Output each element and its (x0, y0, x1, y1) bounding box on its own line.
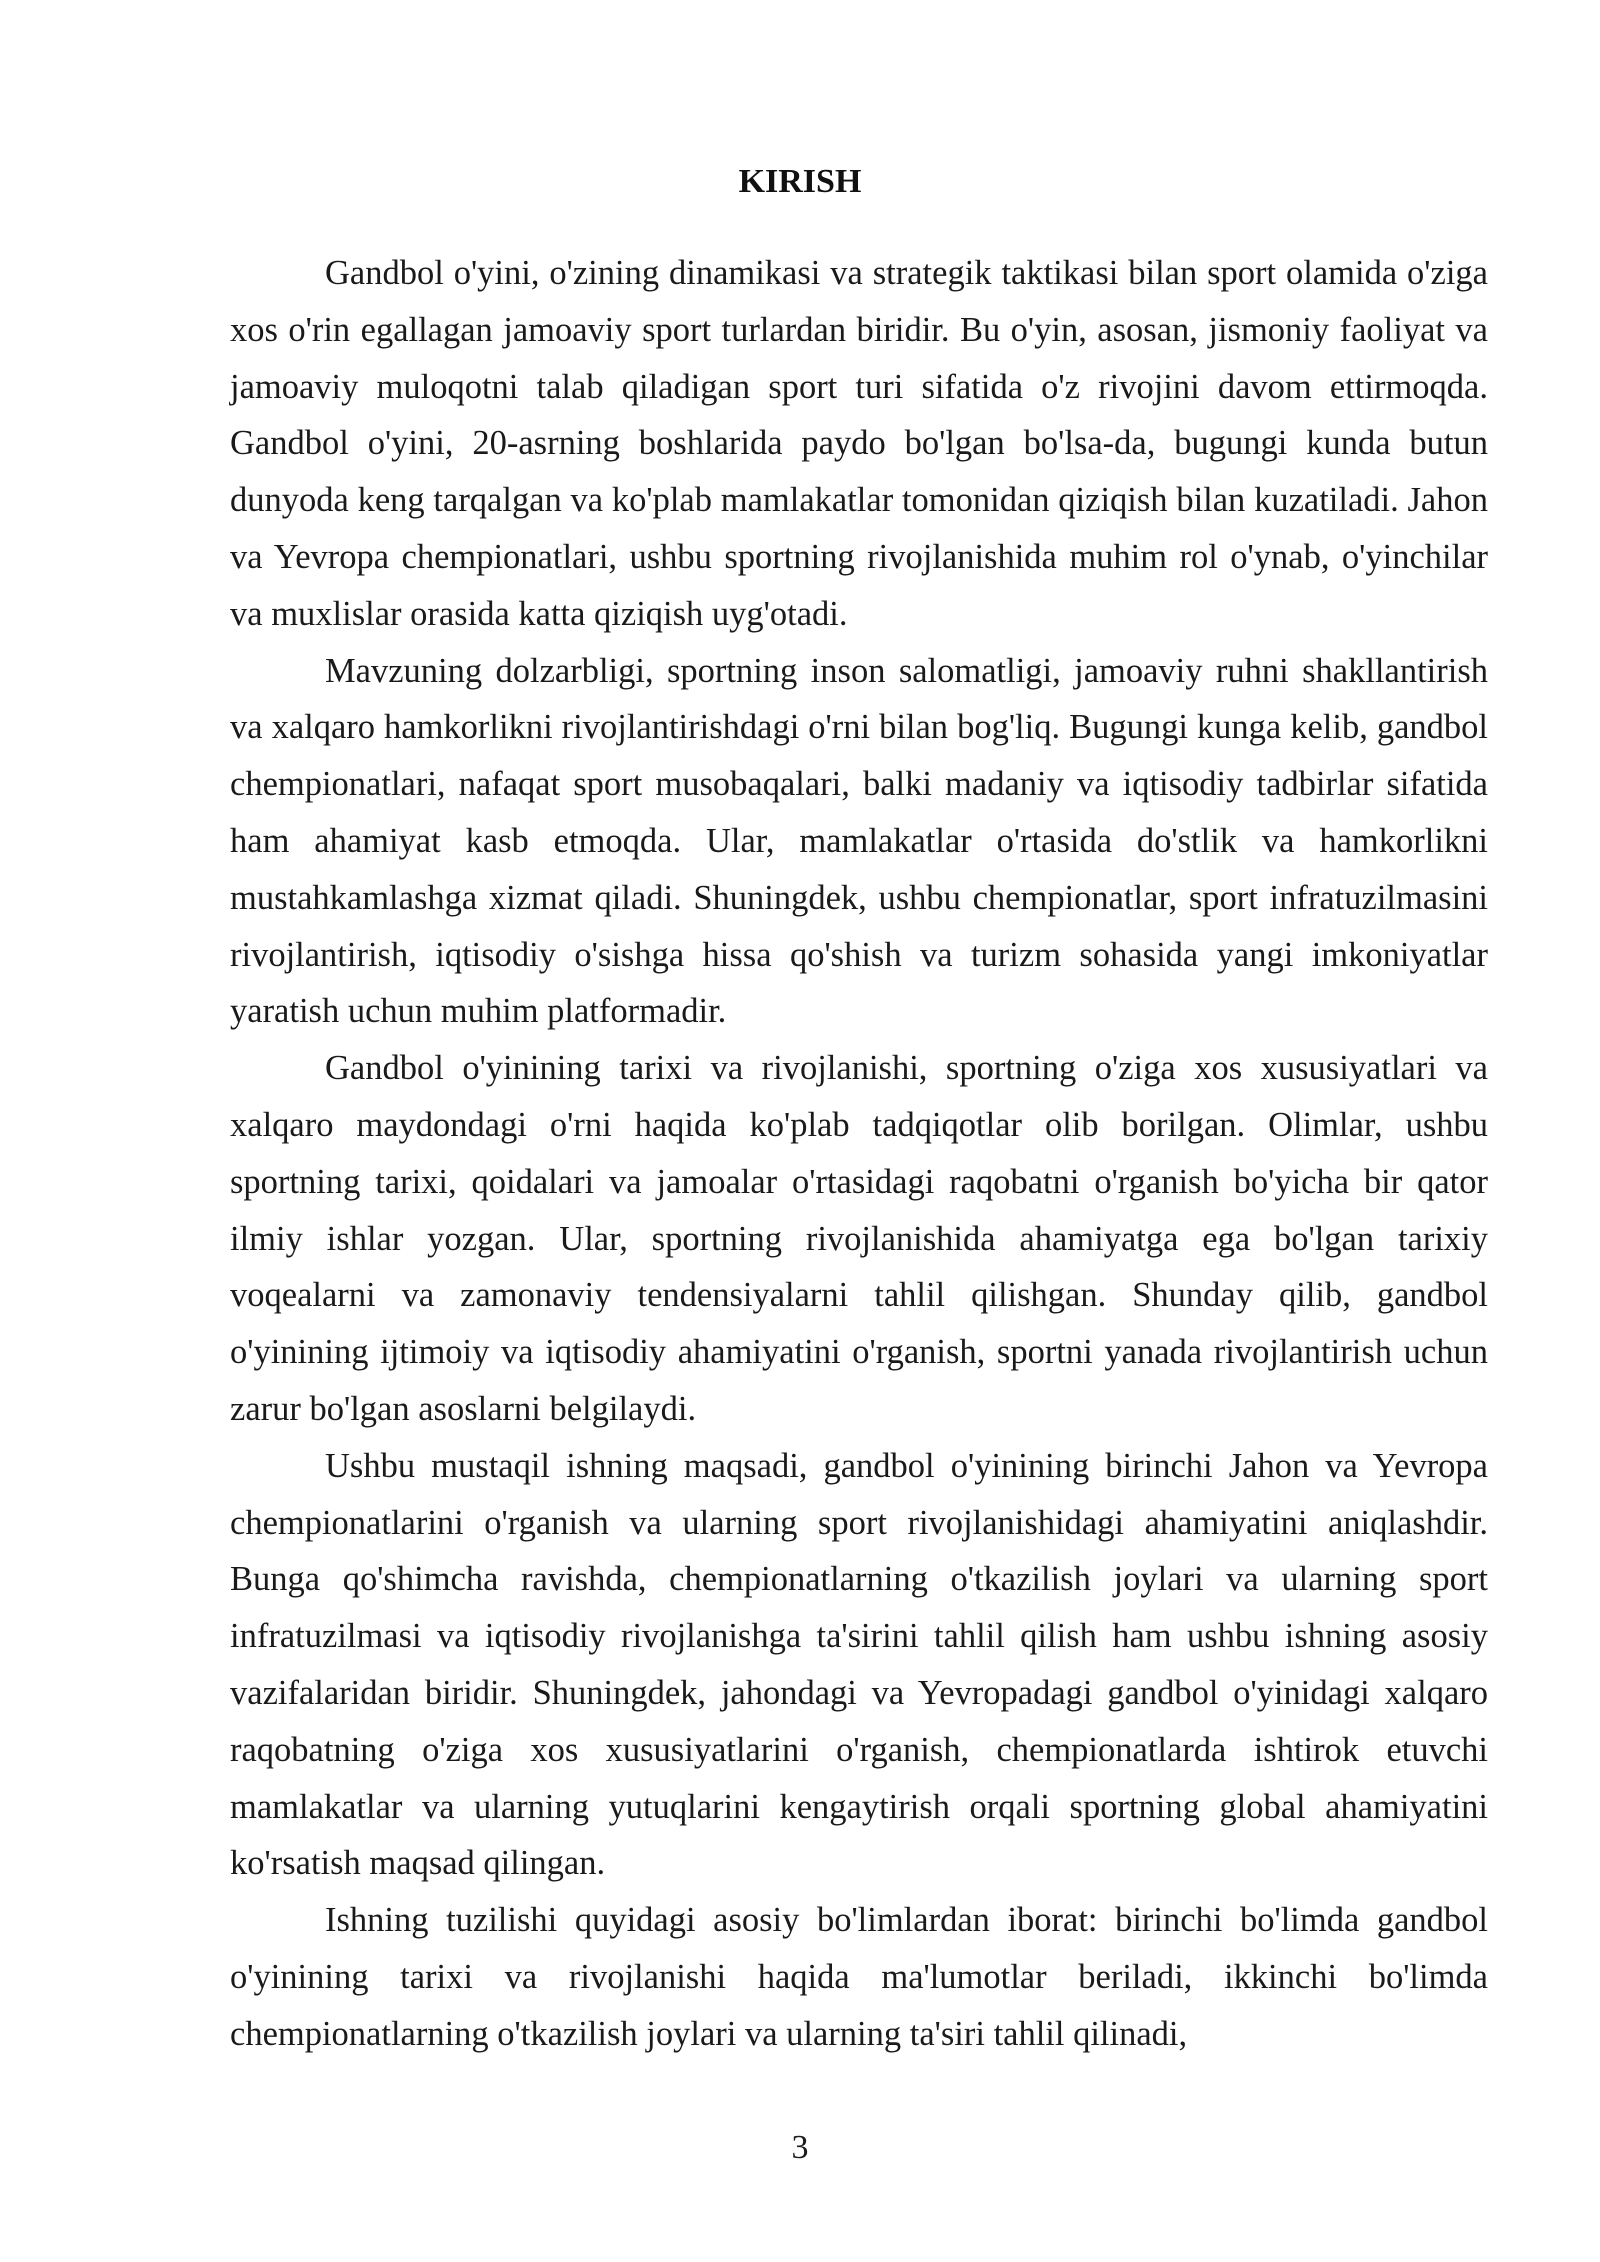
paragraph-relevance: Mavzuning dolzarbligi, sportning inson salomatligi, jamoaviy ruhni shakllantirish va xalqaro hamkorlikni rivojlantirishdagi o'rni bilan bog'liq. Bugungi kunga kelib, gandbol chempionatlari, nafaqat sport musobaqalari, balki madaniy va iqtisodiy tadbirlar sifatida ham ahamiyat kasb etmoqda. Ular, mamlakatlar o'rtasida do'stlik va hamkorlikni mustahkamlashga xizmat qiladi. Shuningdek, ushbu chempionatlar, sport infratuzilmasini rivojlantirish, iqtisodiy o'sishga hissa qo'shish va turizm sohasida yangi imkoniyatlar yaratish uchun muhim platformadir. (230, 651, 1488, 1031)
paragraph-structure: Ishning tuzilishi quyidagi asosiy bo'limlardan iborat: birinchi bo'limda gandbol o'yinining tarixi va rivojlanishi haqida ma'lumotlar beriladi, ikkinchi bo'limda chempionatlarning o'tkazilish joylari va ularning ta'siri tahlil qilinadi, (230, 1901, 1488, 2053)
body-text (230, 245, 1488, 2063)
page-title: KIRISH (738, 163, 862, 200)
paragraph-introduction: Gandbol o'yini, o'zining dinamikasi va strategik taktikasi bilan sport olamida o'ziga xos o'rin egallagan jamoaviy sport turlardan biridir. Bu o'yin, asosan, jismoniy faoliyat va jamoaviy muloqotni talab qiladigan sport turi sifatida o'z rivojini davom ettirmoqda. Gandbol o'yini, 20-asrning boshlarida paydo bo'lgan bo'lsa-da, bugungi kunda butun dunyoda keng tarqalgan va ko'plab mamlakatlar tomonidan qiziqish bilan kuzatiladi. Jahon va Yevropa chempionatlari, ushbu sportning rivojlanishida muhim rol o'ynab, o'yinchilar va muxlislar orasida katta qiziqish uyg'otadi. (230, 254, 1488, 633)
page-number: 3 (791, 2129, 809, 2166)
paragraph-objective: Ushbu mustaqil ishning maqsadi, gandbol o'yinining birinchi Jahon va Yevropa chempionatlarini o'rganish va ularning sport rivojlanishidagi ahamiyatini aniqlashdir. Bunga qo'shimcha ravishda, chempionatlarning o'tkazilish joylari va ularning sport infratuzilmasi va iqtisodiy rivojlanishga ta'sirini tahlil qilish ham ushbu ishning asosiy vazifalaridan biridir. Shuningdek, jahondagi va Yevropadagi gandbol o'yinidagi xalqaro raqobatning o'ziga xos xususiyatlarini o'rganish, chempionatlarda ishtirok etuvchi mamlakatlar va ularning yutuqlarini kengaytirish orqali sportning global ahamiyatini ko'rsatish maqsad qilingan. (230, 1446, 1488, 1883)
paragraph-research-history: Gandbol o'yinining tarixi va rivojlanishi, sportning o'ziga xos xususiyatlari va xalqaro maydondagi o'rni haqida ko'plab tadqiqotlar olib borilgan. Olimlar, ushbu sportning tarixi, qoidalari va jamoalar o'rtasidagi raqobatni o'rganish bo'yicha bir qator ilmiy ishlar yozgan. Ular, sportning rivojlanishida ahamiyatga ega bo'lgan tarixiy voqealarni va zamonaviy tendensiyalarni tahlil qilishgan. Shunday qilib, gandbol o'yinining ijtimoiy va iqtisodiy ahamiyatini o'rganish, sportni yanada rivojlantirish uchun zarur bo'lgan asoslarni belgilaydi. (230, 1049, 1488, 1428)
